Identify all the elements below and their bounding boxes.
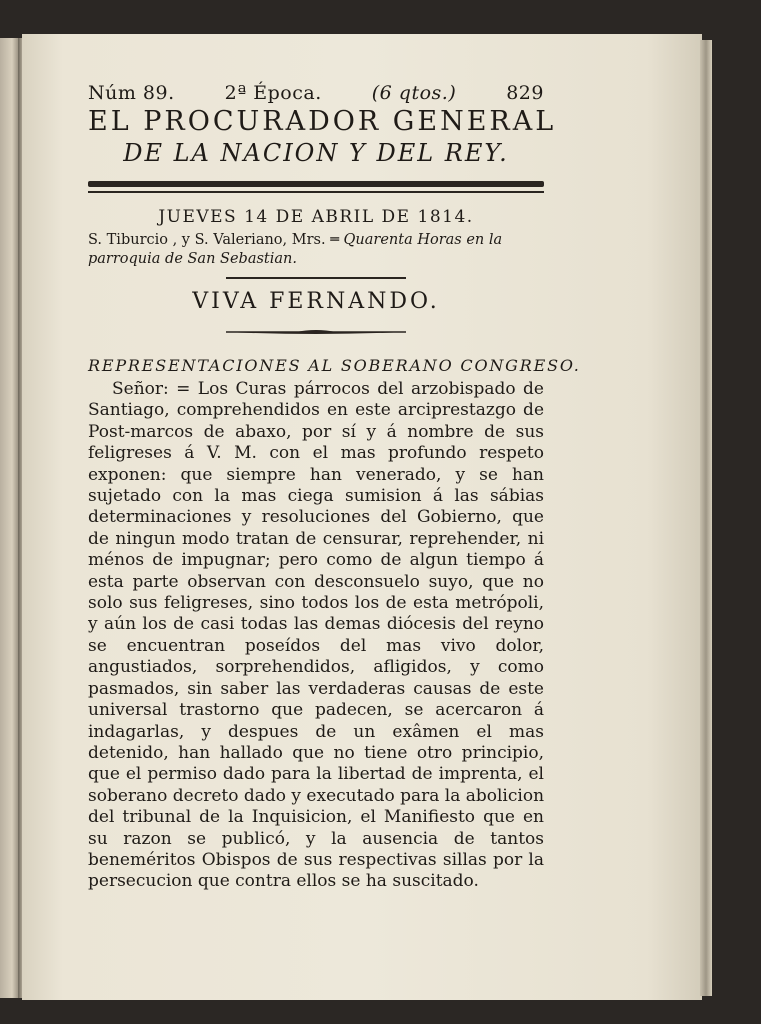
issue-number: Núm 89.: [88, 82, 175, 104]
masthead-title: EL PROCURADOR GENERAL: [88, 106, 557, 137]
page-number: 829: [506, 82, 544, 104]
page-content: [88, 82, 581, 910]
double-rule-thick: [88, 181, 544, 187]
facing-page-edge: [0, 38, 20, 998]
issue-size: (6 qtos.): [371, 82, 457, 104]
saints-names: S. Tiburcio , y S. Valeriano, Mrs. ═: [88, 232, 339, 248]
publication-date: JUEVES 14 DE ABRIL DE 1814.: [158, 207, 474, 227]
viva-banner: VIVA FERNANDO.: [192, 289, 440, 314]
forty-hours-notice: Quarenta Horas en la parroquia de San Sebastian.: [88, 232, 503, 267]
page-stack-edge: [700, 40, 712, 996]
section-divider: [226, 277, 406, 279]
article-body: Señor: = Los Curas párrocos del arzobispado de Santiago, comprehendidos en este arciprestazgo de Post-marcos de abaxo, por sí y á nombre de sus feligreses á V. M. con el mas profundo respeto exponen: que siempre han venerado, y se han sujetado con la mas ciega sumision á las sábias determinaciones y resoluciones del Gobierno, que de ningun modo tratan de censurar, reprehender, ni ménos de impugnar; pero como de algun tiempo á esta parte observan con desconsuelo suyo, que no solo sus feligreses, sino todos los de esta metrópoli, y aún los de casi todas las demas diócesis del reyno se encuentran poseídos del mas vivo dolor, angustiados, sorprehendidos, afligidos, y como pasmados, sin saber las verdaderas causas de este universal trastorno que padecen, se acercaron á indagarlas, y despues de un exâmen el mas detenido, han hallado que no tiene otro principio, que el permiso dado para la libertad de imprenta, el soberano decreto dado y executado para la abolicion del tribunal de la Inquisicion, el Manifiesto que en su razon se publicó, y la ausencia de tantos beneméritos Obispos de sus respectivas sillas por la persecucion que contra ellos se ha suscitado.: [88, 379, 545, 892]
masthead-subtitle: DE LA NACION Y DEL REY.: [123, 139, 509, 167]
page-header: [88, 82, 544, 104]
article-title: REPRESENTACIONES AL SOBERANO CONGRESO.: [88, 356, 581, 375]
epoch-label: 2ª Época.: [224, 82, 322, 104]
saints-of-day: [88, 231, 544, 269]
ornament-rule-icon: [226, 328, 406, 336]
double-rule-thin: [88, 191, 544, 193]
